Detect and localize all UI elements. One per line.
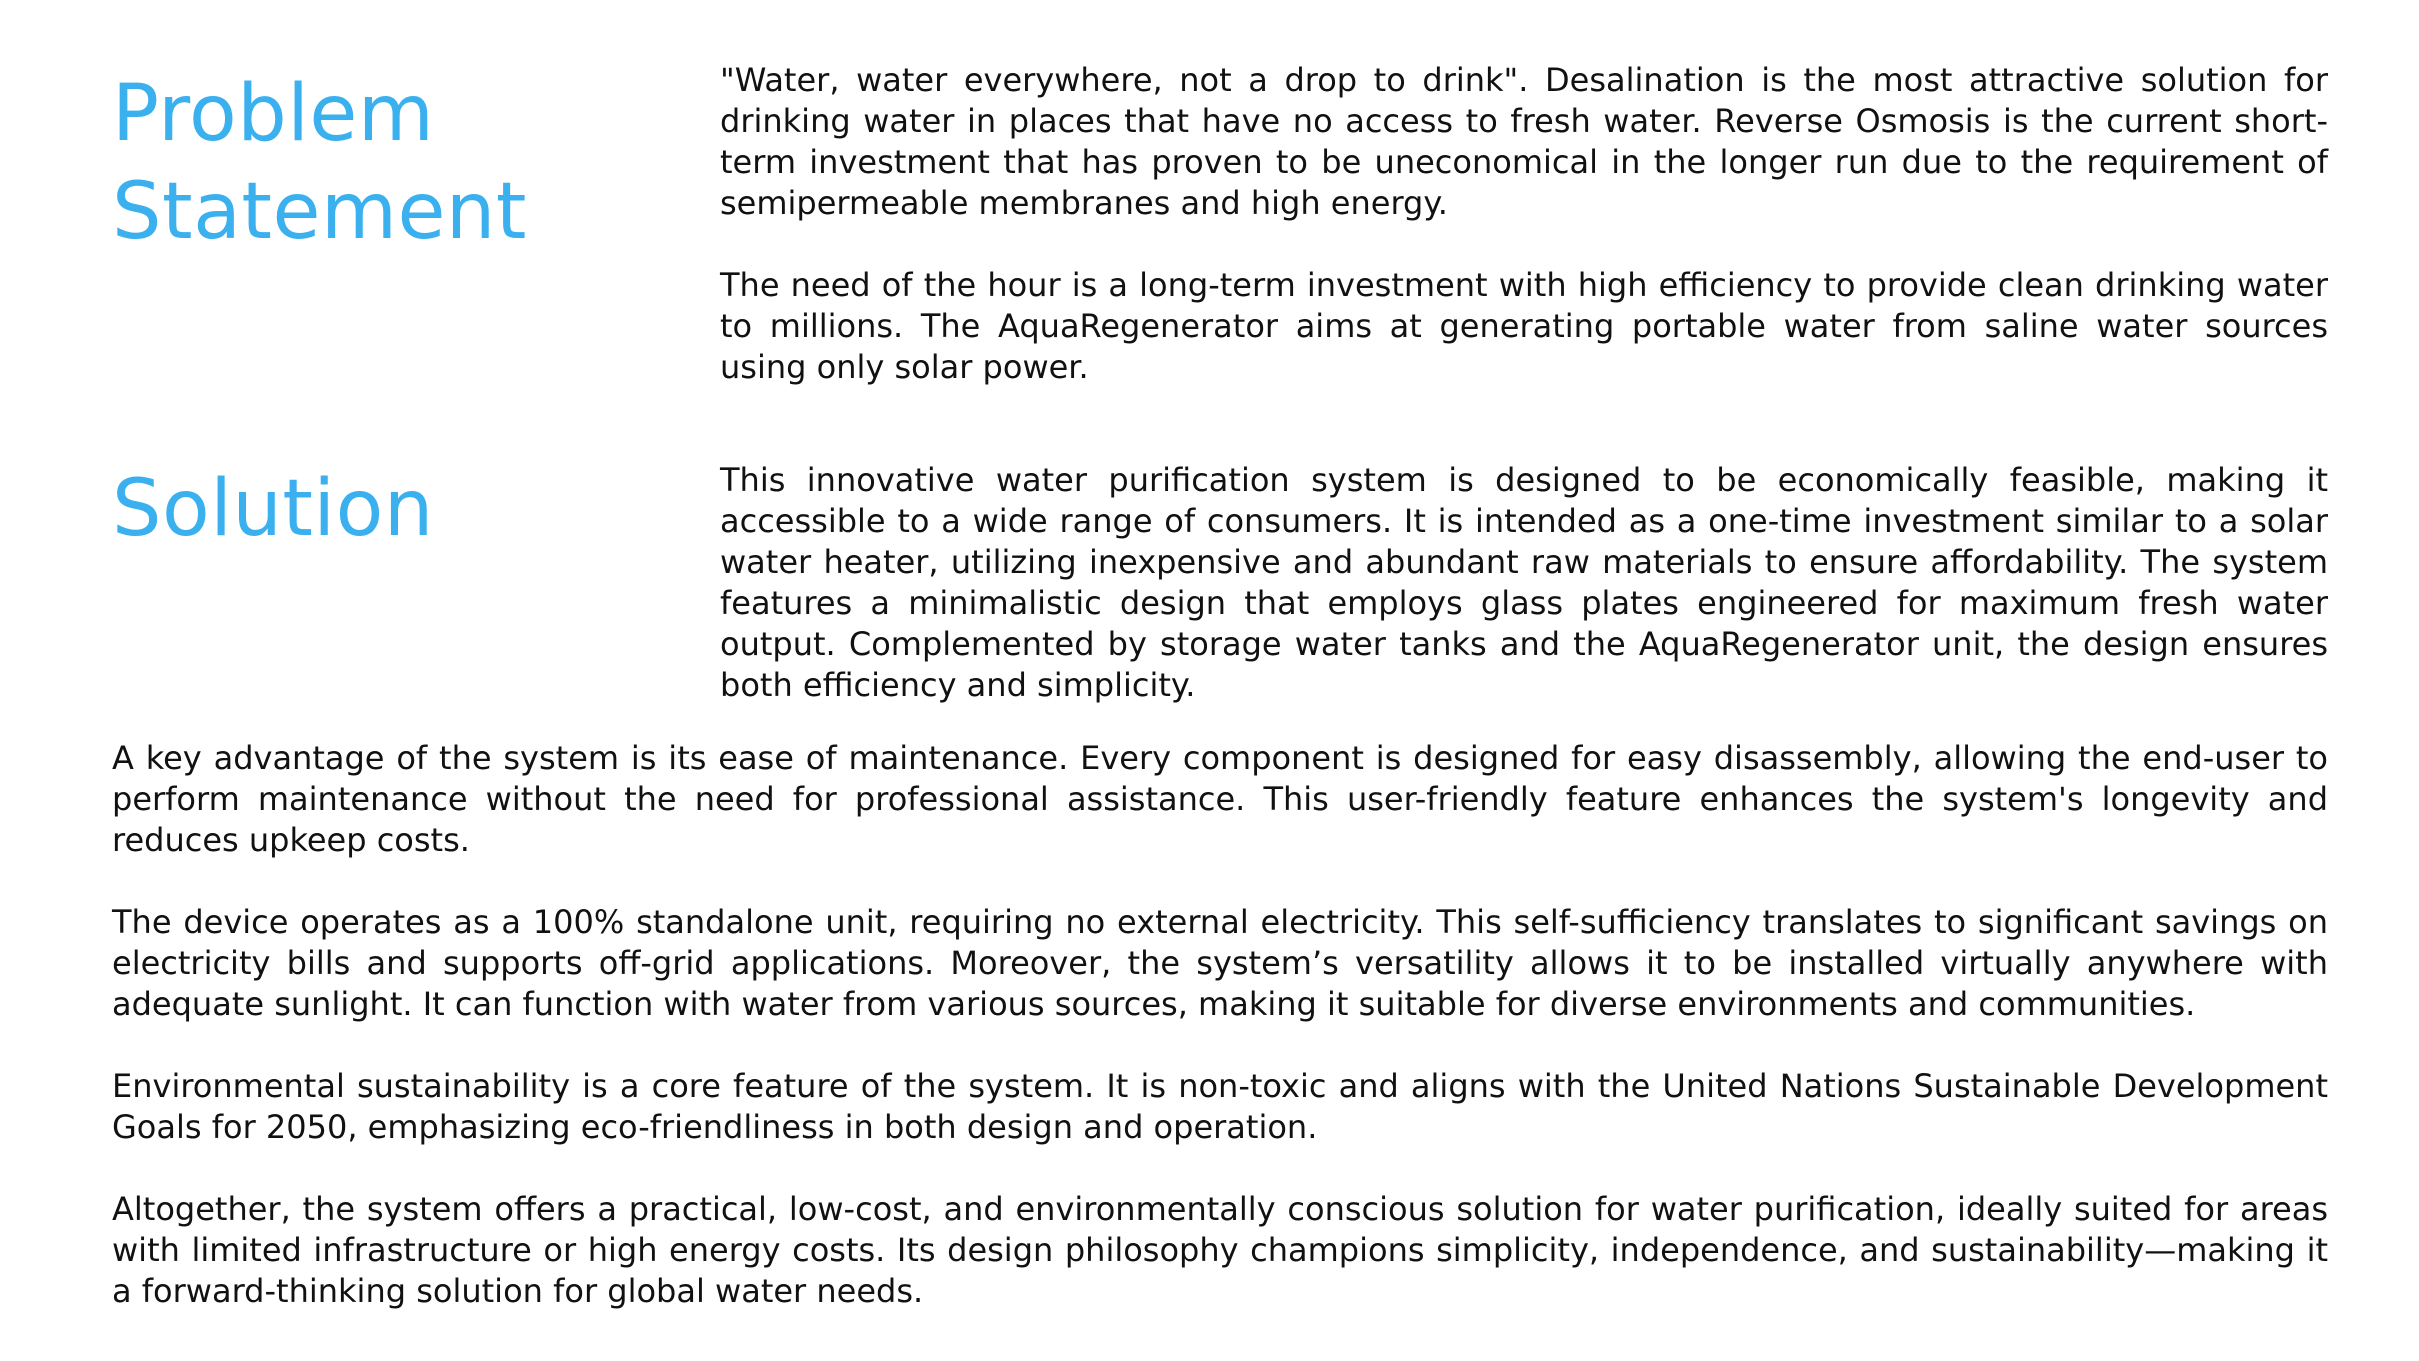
solution-heading: Solution [112, 464, 434, 554]
problem-heading-line2: Statement [112, 167, 527, 257]
problem-paragraph-1: "Water, water everywhere, not a drop to drink". Desalination is the most attractive solution for drinking water in places that have no access to fresh water. Reverse Osmosis is the current short-term investment that has proven to be uneconomical in the longer run due to the requirement of semipermeable membranes and high energy. [720, 61, 2328, 222]
solution-paragraph-5: Altogether, the system offers a practical, low-cost, and environmentally conscious solution for water purification, ideally suited for areas with limited infrastructure or high energy costs. Its design philosophy champions simplicity, independence, and sustainability—making it a forward-thinking solution for global water needs. [112, 1190, 2328, 1310]
solution-paragraph-3: The device operates as a 100% standalone unit, requiring no external electricity. This self-sufficiency translates to significant savings on electricity bills and supports off-grid applications. Moreover, the system’s versatility allows it to be installed virtually anywhere with adequate sunlight. It can function with water from various sources, making it suitable for diverse environments and communities. [112, 903, 2328, 1023]
solution-paragraph-4: Environmental sustainability is a core feature of the system. It is non-toxic and aligns with the United Nations Sustainable Development Goals for 2050, emphasizing eco-friendliness in both design and operation. [112, 1067, 2328, 1146]
problem-heading-line1: Problem [112, 69, 435, 159]
solution-paragraph-1: This innovative water purification system is designed to be economically feasible, making it accessible to a wide range of consumers. It is intended as a one-time investment similar to a solar water heater, utilizing inexpensive and abundant raw materials to ensure affordability. The system features a minimalistic design that employs glass plates engineered for maximum fresh water output. Complemented by storage water tanks and the AquaRegenerator unit, the design ensures both efficiency and simplicity. [720, 461, 2328, 704]
problem-paragraph-2: The need of the hour is a long-term investment with high efficiency to provide clean drinking water to millions. The AquaRegenerator aims at generating portable water from saline water sources using only solar power. [720, 266, 2328, 386]
solution-paragraph-2: A key advantage of the system is its ease of maintenance. Every component is designed for easy disassembly, allowing the end-user to perform maintenance without the need for professional assistance. This user-friendly feature enhances the system's longevity and reduces upkeep costs. [112, 739, 2328, 859]
problem-statement-heading [112, 65, 527, 261]
